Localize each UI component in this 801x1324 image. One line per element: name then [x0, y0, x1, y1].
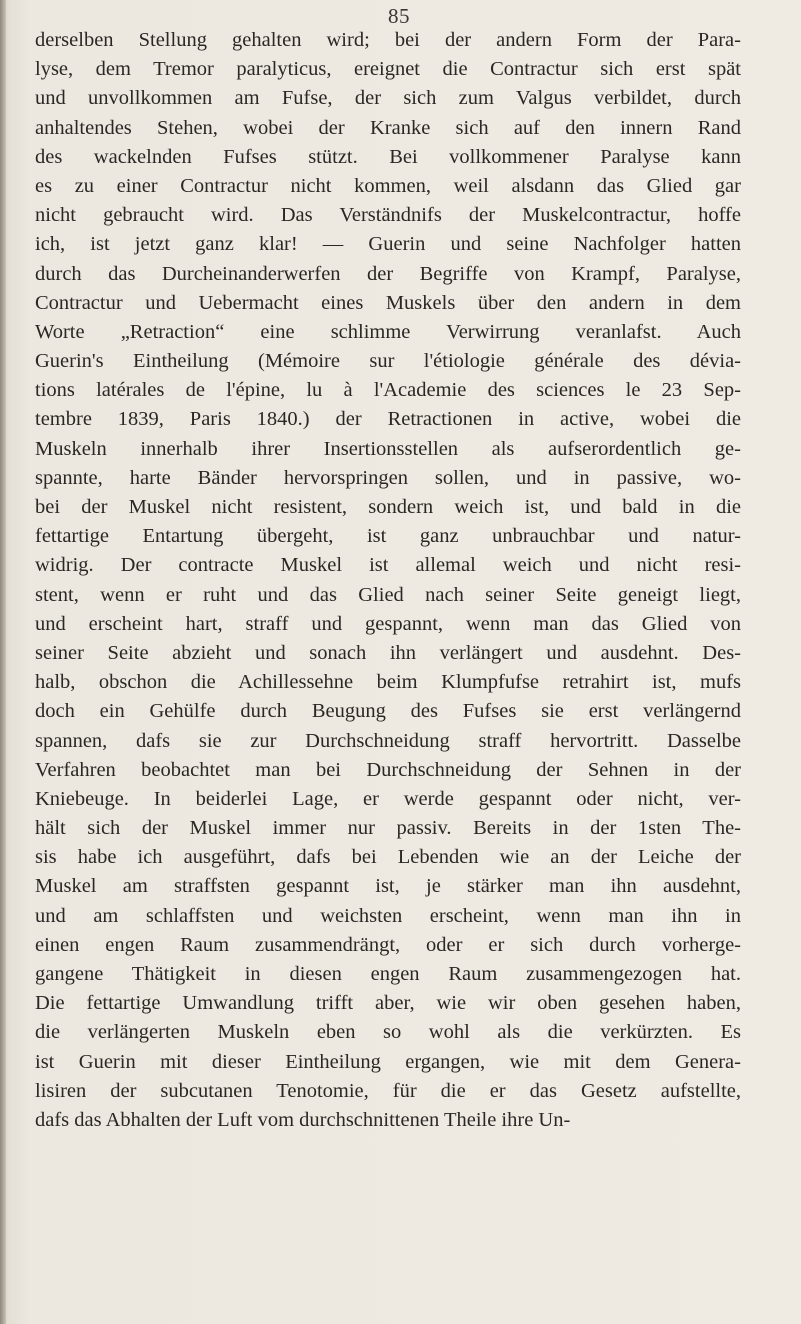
text-line: fettartige Entartung übergeht, ist ganz unbrauchbar und natur-: [35, 525, 741, 548]
text-line: Muskel am straffsten gespannt ist, je stärker man ihn ausdehnt,: [35, 875, 741, 898]
page-number: 85: [388, 4, 410, 28]
text-line: und am schlaffsten und weichsten erscheint, wenn man ihn in: [35, 904, 741, 927]
text-line: spannen, dafs sie zur Durchschneidung straff hervortritt. Dasselbe: [35, 729, 741, 752]
text-line: seiner Seite abzieht und sonach ihn verlängert und ausdehnt. Des-: [35, 641, 741, 664]
text-line: Guerin's Eintheilung (Mémoire sur l'étiologie générale des dévia-: [35, 350, 741, 373]
text-line: doch ein Gehülfe durch Beugung des Fufses sie erst verlängernd: [35, 700, 741, 723]
body-text: [35, 26, 741, 1135]
text-line: tions latérales de l'épine, lu à l'Academie des sciences le 23 Sep-: [35, 379, 741, 402]
text-line: durch das Durcheinanderwerfen der Begriffe von Krampf, Paralyse,: [35, 262, 741, 285]
text-line: nicht gebraucht wird. Das Verständnifs der Muskelcontractur, hoffe: [35, 204, 741, 227]
text-line: Kniebeuge. In beiderlei Lage, er werde gespannt oder nicht, ver-: [35, 787, 741, 810]
text-line: Worte „Retraction“ eine schlimme Verwirrung veranlafst. Auch: [35, 320, 741, 343]
text-line: und erscheint hart, straff und gespannt, wenn man das Glied von: [35, 612, 741, 635]
text-line: ich, ist jetzt ganz klar! — Guerin und seine Nachfolger hatten: [35, 233, 741, 256]
text-line: lyse, dem Tremor paralyticus, ereignet die Contractur sich erst spät: [35, 58, 741, 81]
text-line: derselben Stellung gehalten wird; bei der andern Form der Para-: [35, 29, 741, 51]
page-gutter-edge: [0, 0, 6, 1324]
text-line: sis habe ich ausgeführt, dafs bei Lebenden wie an der Leiche der: [35, 846, 741, 869]
text-line: spannte, harte Bänder hervorspringen sollen, und in passive, wo-: [35, 466, 741, 489]
text-line: lisiren der subcutanen Tenotomie, für die er das Gesetz aufstellte,: [35, 1079, 741, 1102]
text-line: die verlängerten Muskeln eben so wohl als die verkürzten. Es: [35, 1021, 741, 1044]
text-line: halb, obschon die Achillessehne beim Klumpfufse retrahirt ist, mufs: [35, 671, 741, 694]
text-line: Verfahren beobachtet man bei Durchschneidung der Sehnen in der: [35, 758, 741, 781]
text-line: bei der Muskel nicht resistent, sondern weich ist, und bald in die: [35, 496, 741, 518]
text-line: Die fettartige Umwandlung trifft aber, wie wir oben gesehen haben,: [35, 992, 741, 1015]
text-line: stent, wenn er ruht und das Glied nach seiner Seite geneigt liegt,: [35, 583, 741, 606]
text-line: dafs das Abhalten der Luft vom durchschnittenen Theile ihre Un-: [35, 1108, 571, 1131]
text-line: gangene Thätigkeit in diesen engen Raum zusammengezogen hat.: [35, 963, 741, 985]
text-line: hält sich der Muskel immer nur passiv. Bereits in der 1sten The-: [35, 817, 741, 840]
text-line: tembre 1839, Paris 1840.) der Retractionen in active, wobei die: [35, 408, 741, 431]
text-line: und unvollkommen am Fufse, der sich zum Valgus verbildet, durch: [35, 87, 741, 110]
text-line: widrig. Der contracte Muskel ist allemal weich und nicht resi-: [35, 554, 741, 577]
text-line: des wackelnden Fufses stützt. Bei vollkommener Paralyse kann: [35, 145, 741, 168]
text-line: anhaltendes Stehen, wobei der Kranke sich auf den innern Rand: [35, 116, 741, 139]
text-line: Contractur und Uebermacht eines Muskels über den andern in dem: [35, 291, 741, 314]
text-line: es zu einer Contractur nicht kommen, weil alsdann das Glied gar: [35, 174, 741, 197]
text-line: Muskeln innerhalb ihrer Insertionsstellen als aufserordentlich ge-: [35, 437, 741, 460]
text-line: einen engen Raum zusammendrängt, oder er sich durch vorherge-: [35, 933, 741, 956]
text-line: ist Guerin mit dieser Eintheilung ergangen, wie mit dem Genera-: [35, 1050, 741, 1073]
